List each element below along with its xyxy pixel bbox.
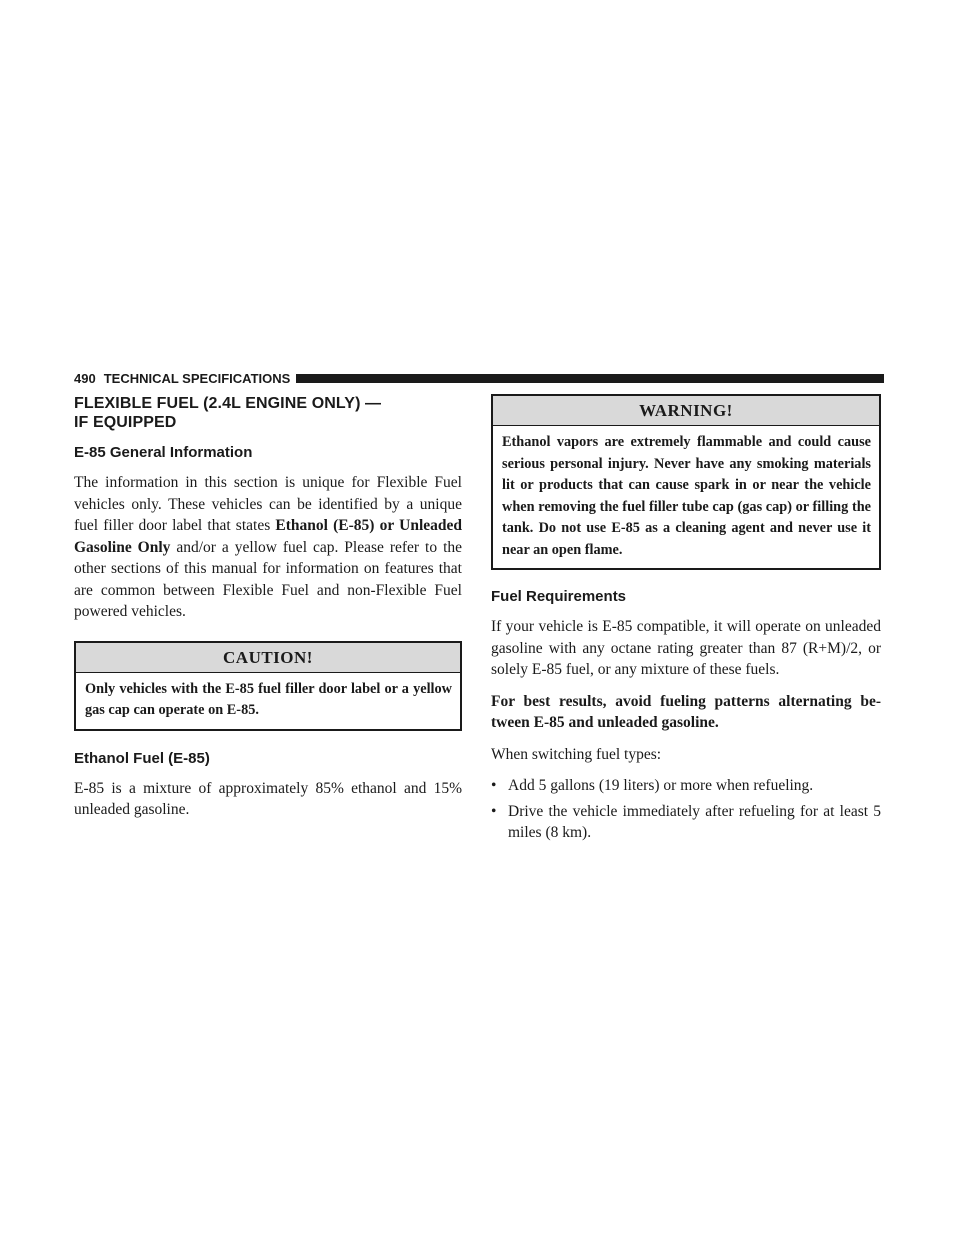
general-info-heading: E-85 General Information	[74, 444, 253, 461]
warning-text: Ethanol vapors are extremely flammable and could cause serious personal injury. Never have any smoking materials lit or products that can cause spark in or near the vehicle when removing the fuel filler tube cap (gas cap) or filling the tank. Do not use E-85 as a cleaning agent and never use it near an open flame.	[502, 434, 871, 558]
page-number: 490	[74, 370, 96, 386]
best-results-text: For best results, avoid fueling patterns alternating be-tween E-85 and unleaded gasoline.	[491, 692, 881, 731]
warning-title: WARNING!	[493, 396, 879, 426]
fuel-requirements-heading: Fuel Requirements	[491, 588, 627, 605]
left-column	[74, 394, 462, 831]
main-heading-line1: FLEXIBLE FUEL (2.4L ENGINE ONLY) —	[74, 395, 382, 412]
right-column	[491, 394, 881, 848]
main-heading	[74, 394, 462, 432]
list-item-text: Drive the vehicle immediately after refueling for at least 5 miles (8 km).	[508, 802, 881, 841]
switching-fuel-list	[491, 775, 881, 844]
fuel-label-text: Ethanol (E-85) or Unleaded Gasoline Only	[74, 517, 463, 556]
caution-box	[74, 641, 462, 731]
best-results-paragraph	[491, 691, 881, 734]
ethanol-fuel-paragraph: E-85 is a mixture of approximately 85% ethanol and 15% unleaded gasoline.	[74, 779, 462, 818]
section-title: TECHNICAL SPECIFICATIONS	[103, 370, 291, 386]
warning-box	[491, 394, 881, 570]
switching-fuel-paragraph: When switching fuel types:	[491, 745, 662, 763]
general-info-text-b: and/or a yellow fuel cap. Please refer to the other sections of this manual for information on features that are common between Flexible Fuel and non-Flexible Fuel powered vehicles.	[74, 538, 463, 620]
general-info-paragraph	[74, 472, 462, 623]
caution-title: CAUTION!	[76, 643, 460, 673]
general-info-text-a: The information in this section is unique for Flexible Fuel vehicles only. These vehicles can be identified by a unique fuel filler door label that states	[74, 474, 462, 534]
main-heading-line2: IF EQUIPPED	[74, 414, 177, 431]
list-item-text: Add 5 gallons (19 liters) or more when refueling.	[508, 777, 814, 794]
header-rule	[296, 374, 884, 383]
bullet-icon: •	[491, 802, 497, 820]
fuel-requirements-paragraph: If your vehicle is E-85 compatible, it will operate on unleaded gasoline with any octane rating greater than 87 (R+M)/2, or solely E-85 fuel, or any mixture of these fuels.	[491, 618, 881, 678]
list-item	[491, 775, 881, 797]
list-item	[491, 801, 881, 844]
running-header	[74, 370, 884, 386]
ethanol-fuel-heading: Ethanol Fuel (E-85)	[74, 749, 210, 767]
caution-text: Only vehicles with the E-85 fuel filler door label or a yellow gas cap can operate on E-85.	[85, 680, 452, 718]
bullet-icon: •	[491, 777, 497, 794]
